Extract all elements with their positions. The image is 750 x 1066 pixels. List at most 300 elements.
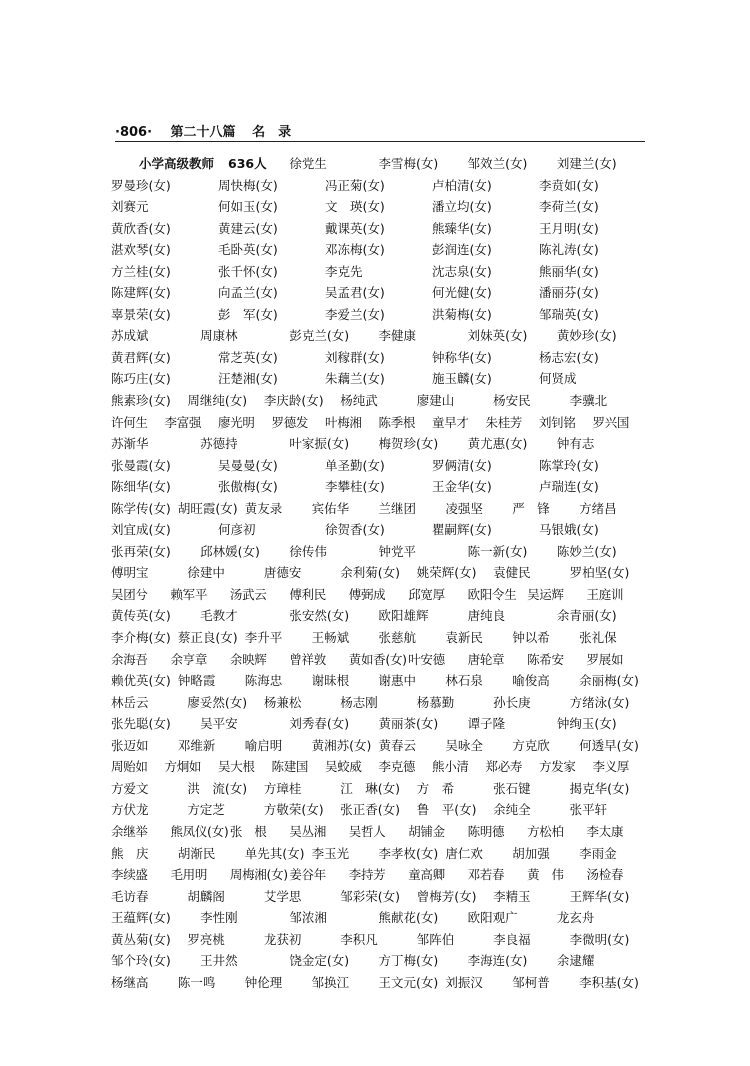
person-name: 邱林媛(女) [200,543,260,559]
list-line [111,433,646,455]
person-name: 周贻如 [111,759,148,775]
list-line [111,304,646,326]
list-line [111,843,646,865]
person-name: 陈礼涛(女) [539,242,599,258]
person-name: 唐纯良 [467,608,506,624]
person-name: 邓维新 [177,737,216,753]
person-name: 陈季根 [378,414,416,430]
person-name: 邹浓湘 [289,910,327,926]
person-name: 张礼保 [579,630,617,646]
person-name: 许何生 [111,414,148,430]
person-name: 李微明(女) [569,931,630,947]
person-name: 龙玄舟 [556,910,595,926]
person-name: 黄春云 [378,737,417,753]
person-name: 杨志宏(女) [539,349,599,365]
person-name: 刘赛元 [111,199,149,215]
person-name: 傅明宝 [111,565,149,581]
person-name: 张千怀(女) [218,263,278,279]
person-name: 陈建国 [271,759,309,775]
person-name: 张石键 [493,780,531,796]
person-name: 刘钊铭 [539,414,576,430]
person-name: 方克欣 [512,737,550,753]
person-name: 方爱文 [111,780,149,796]
person-name: 廖妥然(女) [187,694,248,710]
person-name: 陈学传(女) [111,500,171,516]
person-name: 毛卧英(女) [218,242,278,258]
person-name: 罗柏坚(女) [569,565,630,581]
list-line [111,692,646,714]
person-name: 李庆龄(女) [263,393,324,409]
person-name: 刘稼群(女) [325,349,385,365]
list-line [111,778,646,800]
person-name: 梅贺珍(女) [378,436,439,452]
list-line [111,886,646,908]
person-name: 罗俩清(女) [432,457,492,473]
person-name: 余亨章 [170,651,208,667]
person-name: 何贤成 [539,371,577,387]
person-name: 曾梅芳(女) [416,888,477,904]
list-line [111,627,646,649]
person-name: 孙长庚 [493,694,531,710]
person-name: 陈一鸣 [177,974,216,990]
list-line [111,282,646,304]
person-name: 童早才 [432,414,469,430]
person-name: 赖优英(女) [111,673,171,689]
person-name: 王蕴辉(女) [111,910,171,926]
person-name: 张 根 [229,823,267,839]
person-name: 黄友录 [244,500,283,516]
person-name: 姚荣辉(女) [416,565,477,581]
person-name: 吴平安 [200,716,238,732]
person-name: 冯正菊(女) [325,177,385,193]
person-name: 徐传伟 [289,543,327,559]
person-name: 余映辉 [229,651,267,667]
person-name: 罗展如 [586,651,624,667]
person-name: 陈明德 [467,823,505,839]
person-name: 宾佑华 [311,500,350,516]
person-name: 熊凤仪(女) [170,823,229,839]
person-name: 周梅湘(女) [229,867,288,883]
person-name: 杨兼松 [263,694,302,710]
person-name: 叶家振(女) [289,436,350,452]
person-name: 向孟兰(女) [218,285,278,301]
person-name: 王井然 [200,953,238,969]
person-name: 喻启明 [244,737,283,753]
list-line [111,218,646,240]
list-line [111,325,646,347]
list-line [111,347,646,369]
person-name: 陈细华(女) [111,479,171,495]
list-line [111,412,646,434]
person-name: 毛访春 [111,888,149,904]
person-name: 邹柯普 [512,974,550,990]
person-name: 周继纯(女) [187,393,248,409]
person-name: 李玉光 [311,845,350,861]
person-name: 余丽梅(女) [579,673,639,689]
person-name: 熊 庆 [111,845,149,861]
person-name: 胡加强 [512,845,550,861]
list-line [111,670,646,692]
person-name: 卢柏清(女) [432,177,492,193]
person-name: 洪 流(女) [187,780,248,796]
person-name: 罗曼珍(女) [111,177,171,193]
person-name: 赖军平 [170,586,208,602]
person-name: 胡铺金 [408,823,445,839]
person-name: 方发家 [539,759,576,775]
person-name: 黄传英(女) [111,608,171,624]
list-line [111,649,646,671]
person-name: 吴蛟威 [325,759,362,775]
person-name: 傅弼成 [348,586,386,602]
person-name: 罗亮桃 [187,931,225,947]
person-name: 方定芝 [187,802,225,818]
person-name: 苏渐华 [111,436,149,452]
category-count: 636人 [228,156,267,171]
person-name: 杨纯武 [340,393,378,409]
person-name: 罗德发 [271,414,309,430]
person-name: 李克德 [378,759,416,775]
person-name: 陈海忠 [244,673,283,689]
person-name: 李攀桂(女) [325,479,385,495]
person-name: 杨志刚 [340,694,378,710]
person-name: 王庭训 [586,586,624,602]
person-name: 李克先 [325,263,363,279]
person-name: 方绪昌 [579,500,617,516]
person-name: 罗兴国 [592,414,630,430]
list-line [111,153,646,175]
person-name: 钟有志 [556,436,595,452]
person-name: 方 希 [416,780,455,796]
person-name: 李性刚 [200,910,238,926]
person-name: 余青丽(女) [556,608,617,624]
person-name: 揭克华(女) [569,780,630,796]
person-name: 胡旺霞(女) [177,500,238,516]
person-name: 李升平 [244,630,283,646]
person-name: 钟绚玉(女) [556,716,617,732]
person-name: 张迈如 [111,737,149,753]
person-name: 吴大根 [218,759,255,775]
person-name: 李贲如(女) [539,177,599,193]
person-name: 方伏龙 [111,802,149,818]
person-name: 鲁 平(女) [416,802,477,818]
person-name: 姜谷年 [289,867,326,883]
person-name: 吴咏全 [445,737,483,753]
person-name: 余海吾 [111,651,148,667]
person-name: 熊素珍(女) [111,393,171,409]
list-line [111,519,646,541]
person-name: 王金华(女) [432,479,492,495]
list-line [111,605,646,627]
list-line [111,713,646,735]
person-name: 方丁梅(女) [378,953,439,969]
list-line [111,476,646,498]
person-name: 邱宽厚 [408,586,445,602]
person-name: 李义厚 [592,759,630,775]
person-name: 廖光明 [218,414,255,430]
header-rule [115,141,645,142]
person-name: 王辉华(女) [569,888,630,904]
person-name: 单圣勤(女) [325,457,385,473]
person-name: 钟党平 [378,543,417,559]
person-name: 胡麟阁 [187,888,225,904]
person-name: 徐党生 [289,156,327,171]
list-line [111,584,646,606]
person-name: 刘妹英(女) [467,328,528,344]
person-name: 方敬荣(女) [263,802,324,818]
person-name: 林石泉 [445,673,483,689]
person-name: 邓若春 [467,867,505,883]
person-name: 陈巧庄(女) [111,371,171,387]
person-name: 熊小清 [432,759,469,775]
person-name: 李积凡 [340,931,378,947]
list-line [111,821,646,843]
person-name: 汪楚湘(女) [218,371,278,387]
person-name: 谭子隆 [467,716,506,732]
person-name: 张先聪(女) [111,716,171,732]
person-name: 胡渐民 [177,845,216,861]
person-name: 陈一新(女) [467,543,528,559]
person-name: 饶金定(女) [289,953,350,969]
person-name: 方绪泳(女) [569,694,630,710]
person-name: 汤检春 [586,867,624,883]
list-line [111,455,646,477]
list-line [111,390,646,412]
list-line [111,239,646,261]
person-name: 毛用明 [170,867,208,883]
person-name: 苏德持 [200,436,238,452]
person-name: 熊臻华(女) [432,220,492,236]
person-name: 喻俊高 [512,673,550,689]
person-name: 戴课英(女) [325,220,385,236]
person-name: 林岳云 [111,694,149,710]
person-name: 黄建云(女) [218,220,278,236]
person-name: 黄 伟 [527,867,564,883]
person-name: 刘宜成(女) [111,522,171,538]
person-name: 黄君辉(女) [111,349,171,365]
list-line [111,756,646,778]
person-name: 李太康 [586,823,624,839]
category-label: 小学高级教师 [139,156,215,171]
person-name: 朱桂芳 [485,414,523,430]
person-name: 钟称华(女) [432,349,492,365]
person-name: 李精玉 [493,888,531,904]
person-name: 张慈航 [378,630,417,646]
person-name: 李雪梅(女) [378,156,439,171]
person-name: 唐仁欢 [445,845,483,861]
person-name: 谢昧根 [311,673,350,689]
person-name: 彭克兰(女) [289,328,350,344]
person-name: 王月明(女) [539,220,599,236]
part-label: 第二十八篇 [170,125,236,140]
person-name: 唐德安 [263,565,302,581]
list-line [111,950,646,972]
running-header [115,121,645,139]
person-name: 潘丽芬(女) [539,285,599,301]
person-name: 单先其(女) [244,845,305,861]
list-line [111,735,646,757]
person-name: 毛教才 [200,608,238,624]
person-name: 邓冻梅(女) [325,242,385,258]
person-name: 汤武云 [229,586,267,602]
person-name: 李富强 [164,414,202,430]
person-name: 唐轮章 [467,651,505,667]
person-name: 杨继高 [111,974,149,990]
list-line [111,368,646,390]
person-name: 吴孟君(女) [325,285,385,301]
person-name: 吴丛湘 [289,823,326,839]
person-name: 黄丽茶(女) [378,716,439,732]
person-name: 邹阵伯 [416,931,455,947]
person-name: 方炯如 [164,759,202,775]
person-name: 卢瑞连(女) [539,479,599,495]
person-name: 吴运辉 [527,586,564,602]
person-name: 叶安德 [408,651,445,667]
person-name: 余纯全 [493,802,531,818]
person-name: 余利菊(女) [340,565,401,581]
person-name: 艾学思 [263,888,302,904]
person-name: 邹瑞英(女) [539,306,599,322]
person-name: 何彦初 [218,522,256,538]
person-name: 方松柏 [527,823,564,839]
person-name: 王畅斌 [311,630,350,646]
person-name: 张正香(女) [340,802,401,818]
person-name: 陈妙兰(女) [556,543,617,559]
person-name: 张曼霞(女) [111,457,171,473]
person-name: 李续盛 [111,867,148,883]
person-name: 袁健民 [493,565,531,581]
person-name: 郑必寿 [485,759,523,775]
person-name: 欧阳雄辉 [378,608,429,624]
list-line [111,929,646,951]
person-name: 陈掌玲(女) [539,457,599,473]
person-name: 李健康 [378,328,417,344]
list-line [111,972,646,994]
list-line [111,196,646,218]
person-name: 廖建山 [416,393,455,409]
person-name: 李积基(女) [579,974,639,990]
person-name: 杨安民 [493,393,531,409]
person-name: 吴曼曼(女) [218,457,278,473]
person-name: 张平轩 [569,802,608,818]
person-name: 江 琳(女) [340,780,401,796]
person-name: 刘建兰(女) [556,156,617,171]
person-name: 湛欢琴(女) [111,242,171,258]
person-name: 朱藕兰(女) [325,371,385,387]
person-name: 张傲梅(女) [218,479,278,495]
person-name: 施玉麟(女) [432,371,492,387]
person-name: 张再荣(女) [111,543,171,559]
list-line [111,261,646,283]
person-name: 刘振汉 [445,974,483,990]
person-name: 沈志泉(女) [432,263,492,279]
person-name: 谢惠中 [378,673,417,689]
person-name: 钟以希 [512,630,550,646]
person-name: 邹换江 [311,974,350,990]
person-name: 何如玉(女) [218,199,278,215]
person-name: 黄尤惠(女) [467,436,528,452]
person-name: 余继举 [111,823,148,839]
person-name: 李介梅(女) [111,630,171,646]
list-line [111,799,646,821]
person-name: 邹个玲(女) [111,953,171,969]
person-name: 黄欣香(女) [111,220,171,236]
person-name: 彭润连(女) [432,242,492,258]
list-line [111,175,646,197]
person-name: 钟伦理 [244,974,283,990]
person-name: 苏成斌 [111,328,149,344]
person-name: 凌强坚 [445,500,483,516]
person-name: 吴哲人 [348,823,386,839]
person-name: 徐建中 [187,565,225,581]
person-name: 李孝枚(女) [378,845,439,861]
section-title: 名 录 [252,125,292,140]
list-line [111,907,646,929]
page-number: ·806· [115,125,153,140]
person-name: 辜景荣(女) [111,306,171,322]
person-name: 龙获初 [263,931,302,947]
person-name: 李爱兰(女) [325,306,385,322]
list-line [111,562,646,584]
person-name: 李持芳 [348,867,386,883]
person-name: 余逮耀 [556,953,595,969]
person-name: 欧阳观广 [467,910,518,926]
person-name: 陈希安 [527,651,564,667]
person-name: 叶梅湘 [325,414,362,430]
person-name: 徐贺香(女) [325,522,385,538]
person-name: 刘秀春(女) [289,716,350,732]
person-name: 瞿嗣辉(女) [432,522,492,538]
person-name: 童高卿 [408,867,445,883]
person-name: 马银娥(女) [539,522,599,538]
person-name: 陈建辉(女) [111,285,171,301]
person-name: 严 锋 [512,500,550,516]
person-name: 杨慕勤 [416,694,455,710]
person-name: 曾祥敦 [289,651,326,667]
list-line [111,864,646,886]
person-name: 李荷兰(女) [539,199,599,215]
list-line [111,541,646,563]
person-name: 欧阳令生 [467,586,517,602]
person-name: 洪菊梅(女) [432,306,492,322]
person-name: 兰继团 [378,500,417,516]
list-line [111,498,646,520]
person-name: 彭 军(女) [218,306,278,322]
person-name: 吴团兮 [111,586,148,602]
person-name: 方璋桂 [263,780,302,796]
person-name: 王文元(女) [378,974,439,990]
person-name: 熊丽华(女) [539,263,599,279]
person-name: 方兰桂(女) [111,263,171,279]
person-name: 李雨金 [579,845,617,861]
person-name: 钟略霞 [177,673,216,689]
person-name: 何透早(女) [579,737,639,753]
person-name: 邹效兰(女) [467,156,528,171]
person-name: 熊献花(女) [378,910,439,926]
person-name: 李骥北 [569,393,608,409]
person-name: 邹彩荣(女) [340,888,401,904]
person-name: 张安然(女) [289,608,350,624]
person-name: 周康林 [200,328,238,344]
person-name: 何光健(女) [432,285,492,301]
person-name: 常芝英(女) [218,349,278,365]
person-name: 傅利民 [289,586,326,602]
person-name: 李海连(女) [467,953,528,969]
person-name: 黄丛菊(女) [111,931,171,947]
person-name: 蔡正良(女) [177,630,238,646]
person-name: 文 瑛(女) [325,199,385,215]
person-name: 李良福 [493,931,531,947]
person-name: 袁新民 [445,630,483,646]
